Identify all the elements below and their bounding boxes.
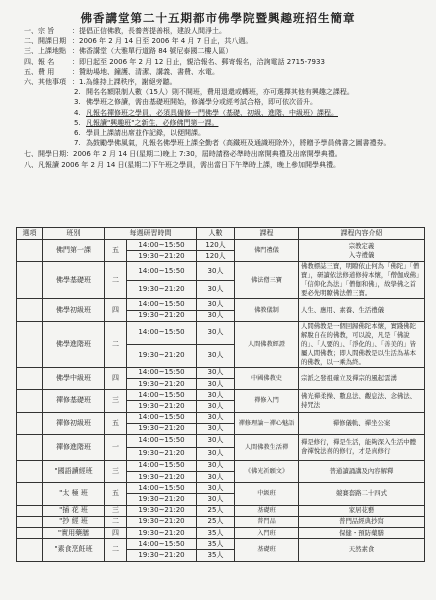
class-time: 19:30~21:20 — [127, 550, 197, 561]
class-time: 19:30~21:20 — [127, 310, 197, 321]
info-label: 二、開課日期 — [24, 37, 66, 46]
class-name: 佛門第一課 — [43, 240, 105, 262]
table-row — [17, 240, 425, 251]
note-number: 7. — [74, 139, 81, 148]
class-time: 14:00~15:50 — [127, 483, 197, 494]
header-course: 課程 — [235, 228, 299, 240]
header-time: 每週研習時間 — [105, 228, 197, 240]
notes-list — [6, 87, 430, 148]
note-item — [74, 108, 424, 118]
schedule-table — [16, 227, 425, 562]
table-row — [17, 460, 425, 471]
note-text: 佛學班之修讀，需由基礎班開始，修滿學分或經考試合格，即可依次晉升。 — [86, 98, 317, 107]
content-line: 禪是修行，禪是生活，能夠深入生活中體會禪悅法喜的修行，才是真修行 — [301, 438, 417, 456]
class-count: 30人 — [197, 367, 235, 378]
class-time: 14:00~15:50 — [127, 460, 197, 471]
course-name: 禪修入門 — [235, 390, 299, 412]
class-count: 120人 — [197, 240, 235, 251]
course-name: 中國佛教史 — [235, 367, 299, 389]
info-value: ：即日起至 2006 年 2 月 12 日止，親洽報名、郵寄報名，洽詢電話 2715-7933 — [72, 57, 325, 66]
class-day: 二 — [105, 321, 127, 367]
option-checkbox-cell[interactable] — [17, 240, 43, 262]
table-row — [17, 483, 425, 494]
option-checkbox-cell[interactable] — [17, 299, 43, 321]
info-value: ：提倡正信佛教，長養菩提善根，建設人間淨土。 — [72, 27, 226, 35]
class-count: 30人 — [197, 401, 235, 412]
table-row — [17, 299, 425, 310]
table-row — [17, 505, 425, 516]
option-checkbox-cell[interactable] — [17, 262, 43, 299]
class-name: 佛學進階班 — [43, 321, 105, 367]
content-line: 禪修儀軌、禪坐公案 — [332, 418, 391, 427]
class-count: 35人 — [197, 539, 235, 550]
course-name: 基礎班 — [235, 539, 299, 561]
table-row — [17, 528, 425, 539]
course-name: 入門班 — [235, 528, 299, 539]
note-text: 凡報名禪修班之學員，必須具備修一門佛學（基礎、初級、進階、中級班）課程。 — [86, 108, 338, 117]
table-row — [17, 434, 425, 447]
class-time: 14:00~15:50 — [127, 539, 197, 550]
note-item — [74, 138, 424, 148]
course-content — [299, 390, 425, 412]
option-checkbox-cell[interactable] — [17, 412, 43, 434]
class-name: 禪修進階班 — [43, 434, 105, 460]
class-name: "抄 經 班 — [43, 516, 105, 527]
class-day: 三 — [105, 390, 127, 412]
flyer-page — [6, 4, 430, 596]
class-time: 14:00~15:50 — [127, 412, 197, 423]
table-row — [17, 539, 425, 550]
extra-line-afternoon: 八、凡報讀 2006 年 2 月 14 日(星期二)下午班之學員，需出當日下午準時上課，晚上參加開學典禮。 — [24, 160, 340, 169]
class-count: 30人 — [197, 299, 235, 310]
class-day: 五 — [105, 412, 127, 434]
class-name: 佛學基礎班 — [43, 262, 105, 299]
class-day: 四 — [105, 299, 127, 321]
table-row — [17, 367, 425, 378]
class-time: 19:30~21:20 — [127, 528, 197, 539]
course-name: 人間佛教生活禪 — [235, 434, 299, 460]
option-checkbox-cell[interactable] — [17, 460, 43, 482]
table-row — [17, 321, 425, 344]
class-count: 120人 — [197, 251, 235, 262]
info-label: 三、上課地點 — [24, 47, 66, 56]
course-content — [299, 505, 425, 516]
class-day: 五 — [105, 483, 127, 505]
class-time: 19:30~21:20 — [127, 378, 197, 389]
table-header-row — [17, 228, 425, 240]
class-count: 35人 — [197, 528, 235, 539]
course-content — [299, 460, 425, 482]
class-day: 二 — [105, 262, 127, 299]
class-time: 14:00~15:50 — [127, 262, 197, 281]
class-name: "插 花 班 — [43, 505, 105, 516]
class-time: 14:00~15:50 — [127, 299, 197, 310]
course-name: 禪修理論－禪心魅語 — [235, 412, 299, 434]
info-label: 四、報 名 — [24, 57, 55, 66]
option-checkbox-cell[interactable] — [17, 516, 43, 527]
class-day: 四 — [105, 528, 127, 539]
class-count: 30人 — [197, 434, 235, 447]
course-content — [299, 539, 425, 561]
course-name: 普門品 — [235, 516, 299, 527]
content-line: 家居花藝 — [348, 506, 375, 515]
course-name: 《佛光祈願文》 — [235, 460, 299, 482]
class-day: 二 — [105, 539, 127, 561]
content-line: 保健・預防藥膳 — [339, 528, 384, 537]
class-count: 30人 — [197, 378, 235, 389]
class-time: 19:30~21:20 — [127, 344, 197, 367]
note-number: 4. — [74, 108, 81, 117]
note-text: 學員上課請出席並作記錄，以便開課。 — [86, 129, 205, 138]
header-count: 人數 — [197, 228, 235, 240]
course-content — [299, 262, 425, 299]
content-line: 佛教標誌三寶，明瞭依止何為「佛陀」「僧寶」，研讀依法修道修持本懷，「僧伽成佛」「信仰化為法」「僧伽和佛」，故學佛之首要必先明瞭佛法僧三寶。 — [301, 262, 420, 298]
class-count: 30人 — [197, 460, 235, 471]
info-label: 五、費 用 — [24, 67, 55, 76]
content-line: 入寺禮儀 — [348, 250, 375, 259]
content-line: 人生、應用、素養、生活禮儀 — [301, 305, 385, 314]
info-row — [24, 57, 424, 67]
class-count: 30人 — [197, 390, 235, 401]
option-checkbox-cell[interactable] — [17, 505, 43, 516]
class-time: 19:30~21:20 — [127, 494, 197, 505]
content-line: 競賽套路二十四式 — [335, 489, 388, 498]
class-time: 19:30~21:20 — [127, 505, 197, 516]
course-content — [299, 321, 425, 367]
course-name: 佛門禮儀 — [235, 240, 299, 262]
class-name: "素食烹飪班 — [43, 539, 105, 561]
class-time: 19:30~21:20 — [127, 280, 197, 299]
class-time: 19:30~21:20 — [127, 516, 197, 527]
class-time: 19:30~21:20 — [127, 251, 197, 262]
course-name: 基礎班 — [235, 505, 299, 516]
extra-notes — [6, 149, 430, 170]
class-count: 35人 — [197, 550, 235, 561]
class-count: 30人 — [197, 423, 235, 434]
info-label: 一、宗 旨 — [24, 27, 55, 35]
class-day: 五 — [105, 240, 127, 262]
content-line: 天然素食 — [348, 545, 375, 554]
class-time: 19:30~21:20 — [127, 447, 197, 460]
course-name: 佛法僧三寶 — [235, 262, 299, 299]
option-checkbox-cell[interactable] — [17, 390, 43, 412]
note-item — [74, 87, 424, 97]
info-row — [24, 26, 424, 36]
info-row — [24, 36, 424, 46]
class-count: 30人 — [197, 412, 235, 423]
class-day: 二 — [105, 516, 127, 527]
class-time: 14:00~15:50 — [127, 367, 197, 378]
class-count: 30人 — [197, 321, 235, 344]
note-item — [74, 118, 424, 128]
table-row — [17, 390, 425, 401]
note-text: 開名名額限制人數（15人）則不開班，費用退還或轉班，亦可選擇其他有興趣之課程。 — [86, 88, 354, 97]
note-text: 為鼓勵學佛風氣，凡報名佛學班上課全勤者（高鐵班及通識班除外），將贈予學員佛書之圖書禮券。 — [86, 139, 391, 148]
content-line: 普通讀誦講及內容解釋 — [329, 467, 394, 476]
option-checkbox-cell[interactable] — [17, 539, 43, 561]
class-time: 19:30~21:20 — [127, 472, 197, 483]
note-number: 6. — [74, 129, 81, 138]
class-count: 25人 — [197, 505, 235, 516]
note-item — [74, 128, 424, 138]
table-row — [17, 412, 425, 423]
course-content — [299, 412, 425, 434]
course-content — [299, 240, 425, 262]
class-name: 禪修初級班 — [43, 412, 105, 434]
class-time: 14:00~15:50 — [127, 240, 197, 251]
info-row — [24, 67, 424, 77]
content-line: 宗派之發祖確立及禪宗的風起雲湧 — [301, 373, 397, 382]
note-text: 凡報讀"興趣班"之新生，必修佛門第一課。 — [86, 118, 219, 127]
page-title: 佛香講堂第二十五期都市佛學院暨興趣班招生簡章 — [80, 11, 356, 25]
table-row — [17, 516, 425, 527]
header-class: 班別 — [43, 228, 105, 240]
class-count: 30人 — [197, 280, 235, 299]
class-count: 25人 — [197, 516, 235, 527]
class-count: 30人 — [197, 483, 235, 494]
class-name: 佛學中級班 — [43, 367, 105, 389]
course-content — [299, 434, 425, 460]
info-label: 六、其他事項 — [24, 78, 66, 87]
class-count: 30人 — [197, 262, 235, 281]
header-option: 選項 — [17, 228, 43, 240]
class-name: "國語讀經班 — [43, 460, 105, 482]
class-time: 19:30~21:20 — [127, 423, 197, 434]
option-checkbox-cell[interactable] — [17, 321, 43, 367]
course-name: 人間佛教經證 — [235, 321, 299, 367]
content-line: 佛光禪柔操、數息法、觀息法、念佛法、持咒法 — [301, 391, 417, 409]
course-content — [299, 483, 425, 505]
class-time: 14:00~15:50 — [127, 434, 197, 447]
course-content — [299, 299, 425, 321]
class-name: "太 極 班 — [43, 483, 105, 505]
info-value: ：1.為維持上課秩序，謝絕旁聽。 — [72, 78, 177, 87]
class-count: 30人 — [197, 447, 235, 460]
course-name: 中級班 — [235, 483, 299, 505]
content-line: 宗教定義 — [348, 241, 375, 250]
content-line: 普門品經典抄寫 — [339, 517, 384, 526]
class-count: 30人 — [197, 494, 235, 505]
class-count: 30人 — [197, 310, 235, 321]
course-name: 佛教儀制 — [235, 299, 299, 321]
info-value: ：2006 年 2 月 14 日至 2006 年 4 月 7 日止，共八週。 — [72, 37, 253, 46]
class-day: 三 — [105, 460, 127, 482]
info-row — [24, 77, 424, 87]
class-count: 30人 — [197, 344, 235, 367]
course-content — [299, 516, 425, 527]
note-number: 5. — [74, 118, 81, 127]
class-time: 19:30~21:20 — [127, 401, 197, 412]
note-item — [74, 97, 424, 107]
info-list — [6, 26, 430, 87]
option-checkbox-cell[interactable] — [17, 528, 43, 539]
header-content: 課程內容介紹 — [299, 228, 425, 240]
class-day: 三 — [105, 505, 127, 516]
class-time: 14:00~15:50 — [127, 321, 197, 344]
class-count: 30人 — [197, 472, 235, 483]
extra-line-opening: 七、開學日期：2006 年 2 月 14 日(星期二)晚上 7:30，屆時請務必準時出席開典禮及出席開學典禮。 — [24, 150, 342, 159]
option-checkbox-cell[interactable] — [17, 434, 43, 460]
content-line: 人間佛教是一個回歸佛陀本懷，實踐佛陀解脫自在的佛教，可以說，凡是「佛說的」、「人要的」、「淨化的」、「善美的」皆屬人間佛教；即人間佛教是以生活為基本的佛教，以一乘為終。 — [301, 321, 417, 366]
table-row — [17, 262, 425, 281]
class-day: 四 — [105, 367, 127, 389]
class-name: "實用藥膳 — [43, 528, 105, 539]
info-value: ：佛香講堂（大雅單行道路 84 號尼泰國二樓人區） — [72, 47, 233, 56]
class-name: 佛學初級班 — [43, 299, 105, 321]
class-time: 14:00~15:50 — [127, 390, 197, 401]
option-checkbox-cell[interactable] — [17, 367, 43, 389]
class-name: 禪修基礎班 — [43, 390, 105, 412]
class-day: 一 — [105, 434, 127, 460]
note-number: 2. — [74, 88, 81, 97]
info-value: ：贊助場地、鐘護、清潔、講義、書費、水電。 — [72, 67, 219, 76]
option-checkbox-cell[interactable] — [17, 483, 43, 505]
note-number: 3. — [74, 98, 81, 107]
course-content — [299, 367, 425, 389]
course-content — [299, 528, 425, 539]
info-row — [24, 46, 424, 56]
